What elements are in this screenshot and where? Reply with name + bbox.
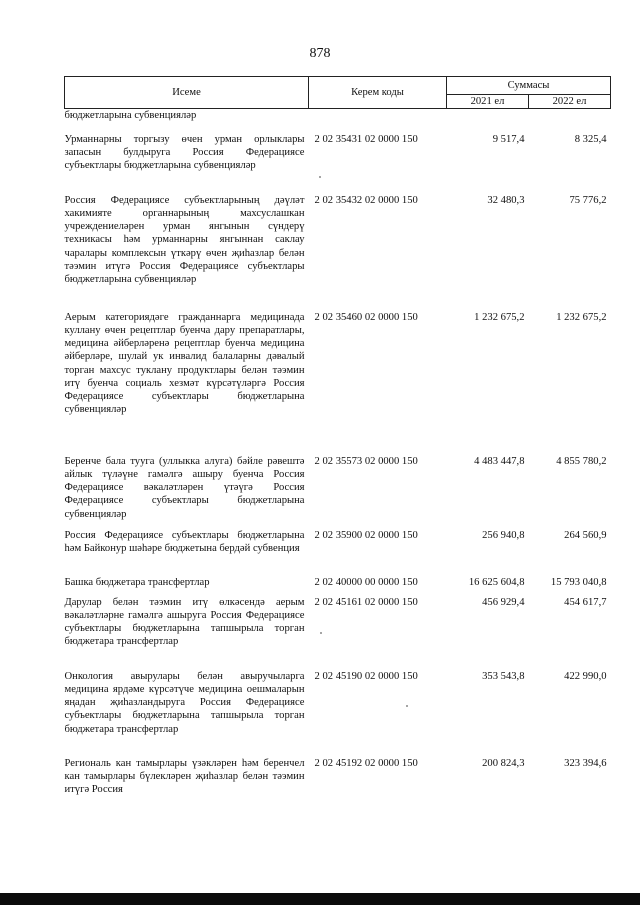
row-name: Урманнарны торгызу өчен урман орлыклары запасын булдыруга Россия Федерациясе субъектлары бюджетларына субвенцияләр [64,133,305,172]
scan-speck [319,176,321,178]
row-name: Россия Федерациясе субъектлары бюджетларына һәм Байконур шәһәре бюджетына бердәй субвенция [64,529,305,554]
row-2021: 16 625 604,8 [468,576,525,588]
header-year-2021: 2021 ел [447,95,529,109]
scan-border [0,893,640,905]
page-number: 878 [309,46,331,61]
header-year-2022: 2022 ел [529,95,611,109]
row-2022 [529,109,611,133]
row-2022: 422 990,0 [564,670,607,682]
row-code [309,109,447,133]
table-row [65,529,611,576]
table-row [65,455,611,529]
row-2022: 1 232 675,2 [556,311,607,323]
row-code: 2 02 35900 02 0000 150 [314,529,418,541]
row-2022: 15 793 040,8 [550,576,607,588]
table-row [65,109,611,133]
row-name: Дарулар белән тәэмин итү өлкәсендә аерым вәкаләтләрне гамәлгә ашыруга Россия Федерациясе субъектлары бюджетларына тапшырыла торган бюджетара трансфертлар [64,596,305,648]
row-2021: 32 480,3 [487,194,525,206]
row-name: Аерым категориядәге гражданнарга медицинада куллану өчен рецептлар буенча дару препаратлары, медицина әйберләренә рецептлар буенча медицина әйберләре, шулай ук инвалид балаларны дәвалый торган махсус туклану продуктлары белән тәэмин итү буенча социаль хезмәт күрсәтүләргә Россия Федерациясе субъектлары бюджетларына субвенцияләр [64,311,305,416]
row-name: бюджетларына субвенцияләр [64,110,197,122]
row-code: 2 02 45161 02 0000 150 [314,596,418,608]
row-2022: 454 617,7 [564,596,607,608]
row-2021 [447,109,529,133]
table-row [65,757,611,803]
table-row [65,311,611,455]
row-2021: 4 483 447,8 [474,455,525,467]
row-name: Онкология авырулары белән авыручыларга медицина ярдәме күрсәтүче медицина оешмаларын яңадан җиһазландыруга Россия Федерациясе субъектлары бюджетларына тапшырыла торган бюджетара трансфертлар [64,670,305,735]
row-2022: 4 855 780,2 [556,455,607,467]
row-2021: 256 940,8 [482,529,525,541]
row-code: 2 02 45192 02 0000 150 [314,757,418,769]
row-name: Башка бюджетара трансфертлар [64,576,210,588]
table-row [65,576,611,596]
table-row [65,133,611,194]
header-sums: Суммасы [447,77,611,95]
table-row [65,596,611,670]
row-2021: 353 543,8 [482,670,525,682]
row-2021: 456 929,4 [482,596,525,608]
row-code: 2 02 35573 02 0000 150 [314,455,418,467]
row-code: 2 02 35431 02 0000 150 [314,133,418,145]
scan-speck [320,632,322,634]
header-code: Керем коды [309,77,447,109]
row-2022: 8 325,4 [574,133,607,145]
row-2021: 1 232 675,2 [474,311,525,323]
budget-table [64,76,611,803]
scan-speck [406,705,408,707]
table-row [65,194,611,311]
row-name: Беренче бала туугa (уллыкка алуга) бәйле рәвештә айлык түләүне гамәлгә ашыру буенча Россия Федерациясе вәкаләтләрен үтәүгә Россия Федерациясе субъектлары бюджетларына субвенцияләр [64,455,305,520]
row-code: 2 02 45190 02 0000 150 [314,670,418,682]
table-row [65,670,611,757]
row-2022: 264 560,9 [564,529,607,541]
row-code: 2 02 35460 02 0000 150 [314,311,418,323]
row-code: 2 02 40000 00 0000 150 [314,576,418,588]
row-name: Региональ кан тамырлары үзәкләрен һәм беренчел кан тамырлары бүлекләрен җиһазлар белән тәэмин итүгә Россия [64,757,305,796]
row-2021: 9 517,4 [492,133,525,145]
row-2022: 323 394,6 [564,757,607,769]
row-2021: 200 824,3 [482,757,525,769]
row-2022: 75 776,2 [569,194,607,206]
row-code: 2 02 35432 02 0000 150 [314,194,418,206]
header-name: Исеме [65,77,309,109]
row-name: Россия Федерациясе субъектларының дәүләт хакимияте органнарының махсуслашкан учреждениеләрен урман янгынын сүндерү техникасы һәм урманнарны янгыннан саклау чаралары комплексын үткәрү өчен җиһазлар белән тәэмин итүгә Россия Федерациясе субъектлары бюджетларына субвенцияләр [64,194,305,285]
